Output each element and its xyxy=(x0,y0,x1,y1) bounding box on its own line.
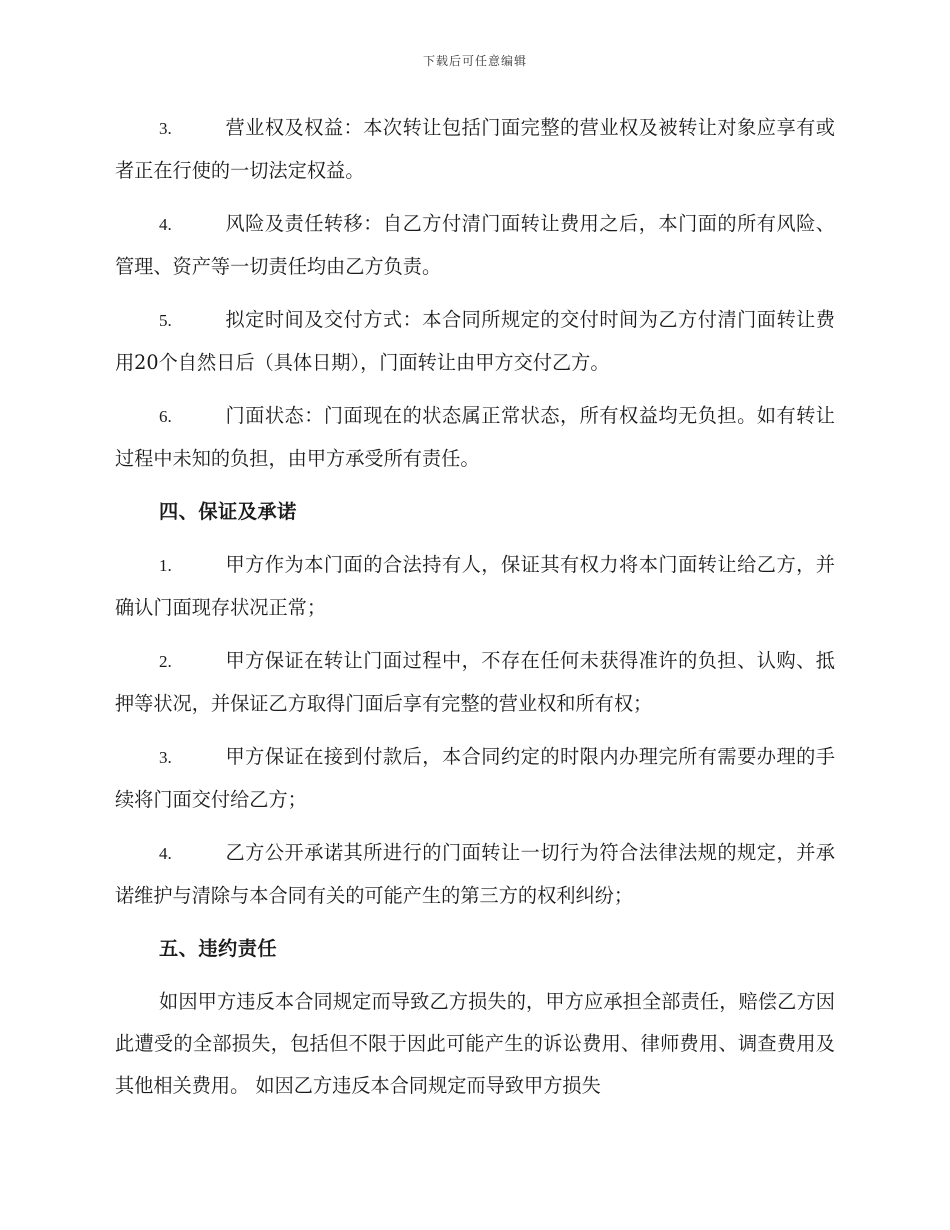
body-paragraph: 如因甲方违反本合同规定而导致乙方损失的，甲方应承担全部责任，赔偿乙方因此遭受的全部损失，包括但不限于因此可能产生的诉讼费用、律师费用、调查费用及其他相关费用。 如因乙方违反本合同规定而导致甲方损失 xyxy=(115,990,835,1097)
list-item xyxy=(115,832,835,917)
item-number: 3. xyxy=(159,119,172,138)
item-number: 4. xyxy=(159,215,172,234)
item-number: 4. xyxy=(159,844,172,863)
list-item xyxy=(115,544,835,629)
list-item xyxy=(115,299,835,384)
list-item xyxy=(115,107,835,192)
section-heading: 四、保证及承诺 xyxy=(159,500,297,523)
item-number: 5. xyxy=(159,311,172,330)
item-text: 营业权及权益：本次转让包括门面完整的营业权及被转让对象应享有或者正在行使的一切法定权益。 xyxy=(115,116,835,182)
item-text: 甲方作为本门面的合法持有人，保证其有权力将本门面转让给乙方，并确认门面现存状况正常； xyxy=(115,553,835,619)
item-number: 1. xyxy=(159,556,172,575)
item-text: 门面状态：门面现在的状态属正常状态，所有权益均无负担。如有转让过程中未知的负担，由甲方承受所有责任。 xyxy=(115,404,835,470)
list-item xyxy=(115,640,835,725)
list-item xyxy=(115,736,835,821)
item-number: 6. xyxy=(159,407,172,426)
item-text: 拟定时间及交付方式：本合同所规定的交付时间为乙方付清门面转让费用20个自然日后（具体日期），门面转让由甲方交付乙方。 xyxy=(115,308,835,374)
list-item xyxy=(115,395,835,480)
item-text: 甲方保证在转让门面过程中，不存在任何未获得准许的负担、认购、抵押等状况，并保证乙方取得门面后享有完整的营业权和所有权； xyxy=(115,649,835,715)
page-header: 下载后可任意编辑 xyxy=(422,54,527,68)
item-text: 乙方公开承诺其所进行的门面转让一切行为符合法律法规的规定，并承诺维护与清除与本合同有关的可能产生的第三方的权利纠纷； xyxy=(115,841,835,907)
item-text: 甲方保证在接到付款后，本合同约定的时限内办理完所有需要办理的手续将门面交付给乙方； xyxy=(115,745,835,811)
list-item xyxy=(115,203,835,288)
document-body xyxy=(115,107,835,1107)
item-number: 2. xyxy=(159,652,172,671)
item-text: 风险及责任转移：自乙方付清门面转让费用之后，本门面的所有风险、管理、资产等一切责任均由乙方负责。 xyxy=(115,212,835,278)
section-heading: 五、违约责任 xyxy=(159,937,278,960)
item-number: 3. xyxy=(159,748,172,767)
